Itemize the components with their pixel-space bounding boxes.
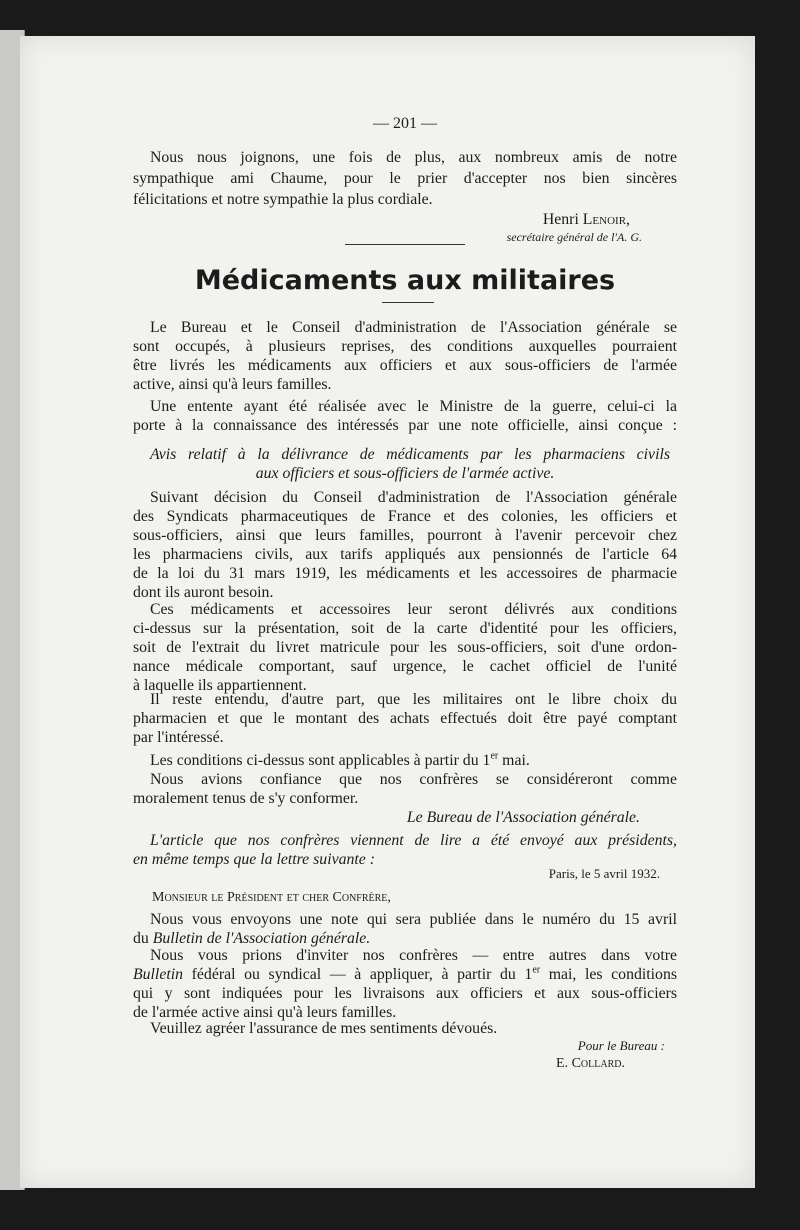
paragraph-7-line-1: Nous avions confiance que nos confrères se considéreront comme <box>150 771 677 788</box>
paragraph-3-line-3: sous-officiers, ainsi que leurs familles, pourront à l'avenir percevoir chez <box>133 527 677 544</box>
paragraph-3-line-1: Suivant décision du Conseil d'administration de l'Association générale <box>150 489 677 506</box>
letter-signer-name: E. Collard. <box>556 1056 625 1071</box>
paragraph-3-line-4: les pharmaciens civils, aux tarifs appliqués aux pensionnés de l'article 64 <box>133 546 677 563</box>
intro-line-1: Nous nous joignons, une fois de plus, aux nombreux amis de notre <box>150 149 677 166</box>
separator-rule <box>345 244 465 245</box>
paragraph-4-line-2: ci-dessus sur la présentation, soit de la carte d'identité pour les officiers, <box>133 620 677 637</box>
letter-line-5: qui y sont indiquées pour les livraisons aux officiers et aux sous-officiers <box>133 985 677 1002</box>
paragraph-1-line-3: être livrés les médicaments aux officiers et aux sous-officiers de l'armée <box>133 357 677 374</box>
paragraph-6: Les conditions ci-dessus sont applicables à partir du 1er mai. <box>150 750 530 769</box>
letter-salutation: Monsieur le Président et cher Confrère, <box>152 890 391 905</box>
paragraph-3-line-5: de la loi du 31 mars 1919, les médicaments et les accessoires de pharmacie <box>133 565 677 582</box>
letter-line-6: de l'armée active ainsi qu'à leurs familles. <box>133 1004 397 1021</box>
paragraph-3-line-2: des Syndicats pharmaceutiques de France et des colonies, les officiers et <box>133 508 677 525</box>
intro-line-3: félicitations et notre sympathie la plus cordiale. <box>133 191 433 208</box>
paragraph-7-line-2: moralement tenus de s'y conformer. <box>133 790 359 807</box>
paragraph-3-line-6: dont ils auront besoin. <box>133 584 274 601</box>
paragraph-4-line-4: nance médicale comportant, sauf urgence, le cachet officiel de l'unité <box>133 658 677 675</box>
paragraph-5-line-3: par l'intéressé. <box>133 729 224 746</box>
letter-line-2: du Bulletin de l'Association générale. <box>133 930 371 947</box>
letter-sign-for: Pour le Bureau : <box>577 1038 665 1053</box>
paragraph-4-line-5: à laquelle ils appartiennent. <box>133 677 307 694</box>
paragraph-4-line-1: Ces médicaments et accessoires leur seront délivrés aux conditions <box>150 601 677 618</box>
paragraph-1-line-2: sont occupés, à plusieurs reprises, des conditions auxquelles pourraient <box>133 338 677 355</box>
signature-title: secrétaire général de l'A. G. <box>506 230 642 244</box>
article-note-line-2: en même temps que la lettre suivante : <box>133 851 375 868</box>
letter-line-4: Bulletin fédéral ou syndical — à appliquer, à partir du 1er mai, les conditions <box>133 964 677 983</box>
paragraph-5-line-1: Il reste entendu, d'autre part, que les militaires ont le libre choix du <box>150 691 677 708</box>
intro-line-2: sympathique ami Chaume, pour le prier d'accepter nos bien sincères <box>133 170 677 187</box>
paragraph-2-line-2: porte à la connaissance des intéressés par une note officielle, ainsi conçue : <box>133 417 677 434</box>
paragraph-2-line-1: Une entente ayant été réalisée avec le Ministre de la guerre, celui-ci la <box>150 398 677 415</box>
article-heading: Médicaments aux militaires <box>194 265 616 296</box>
paragraph-4-line-3: soit de l'extrait du livret matricule pour les sous-officiers, soit d'une ordon- <box>133 639 677 656</box>
paragraph-1-line-4: active, ainsi qu'à leurs familles. <box>133 376 332 393</box>
letter-line-1: Nous vous envoyons une note qui sera publiée dans le numéro du 15 avril <box>150 911 677 928</box>
page-number: — 201 — <box>373 115 437 132</box>
bureau-signature: Le Bureau de l'Association générale. <box>406 809 640 826</box>
heading-rule <box>382 302 434 303</box>
letter-line-3: Nous vous prions d'inviter nos confrères — entre autres dans votre <box>150 947 677 964</box>
signature-name: Henri Lenoir, <box>542 211 630 228</box>
paragraph-5-line-2: pharmacien et que le montant des achats effectués doit être payé comptant <box>133 710 677 727</box>
letter-line-7: Veuillez agréer l'assurance de mes sentiments dévoués. <box>150 1020 498 1037</box>
article-note-line-1: L'article que nos confrères viennent de lire a été envoyé aux présidents, <box>150 832 677 849</box>
paragraph-1-line-1: Le Bureau et le Conseil d'administration de l'Association générale se <box>150 319 677 336</box>
avis-title-line-1: Avis relatif à la délivrance de médicaments par les pharmaciens civils <box>150 446 670 463</box>
avis-title-line-2: aux officiers et sous-officiers de l'armée active. <box>255 465 555 482</box>
letter-date: Paris, le 5 avril 1932. <box>548 866 660 881</box>
